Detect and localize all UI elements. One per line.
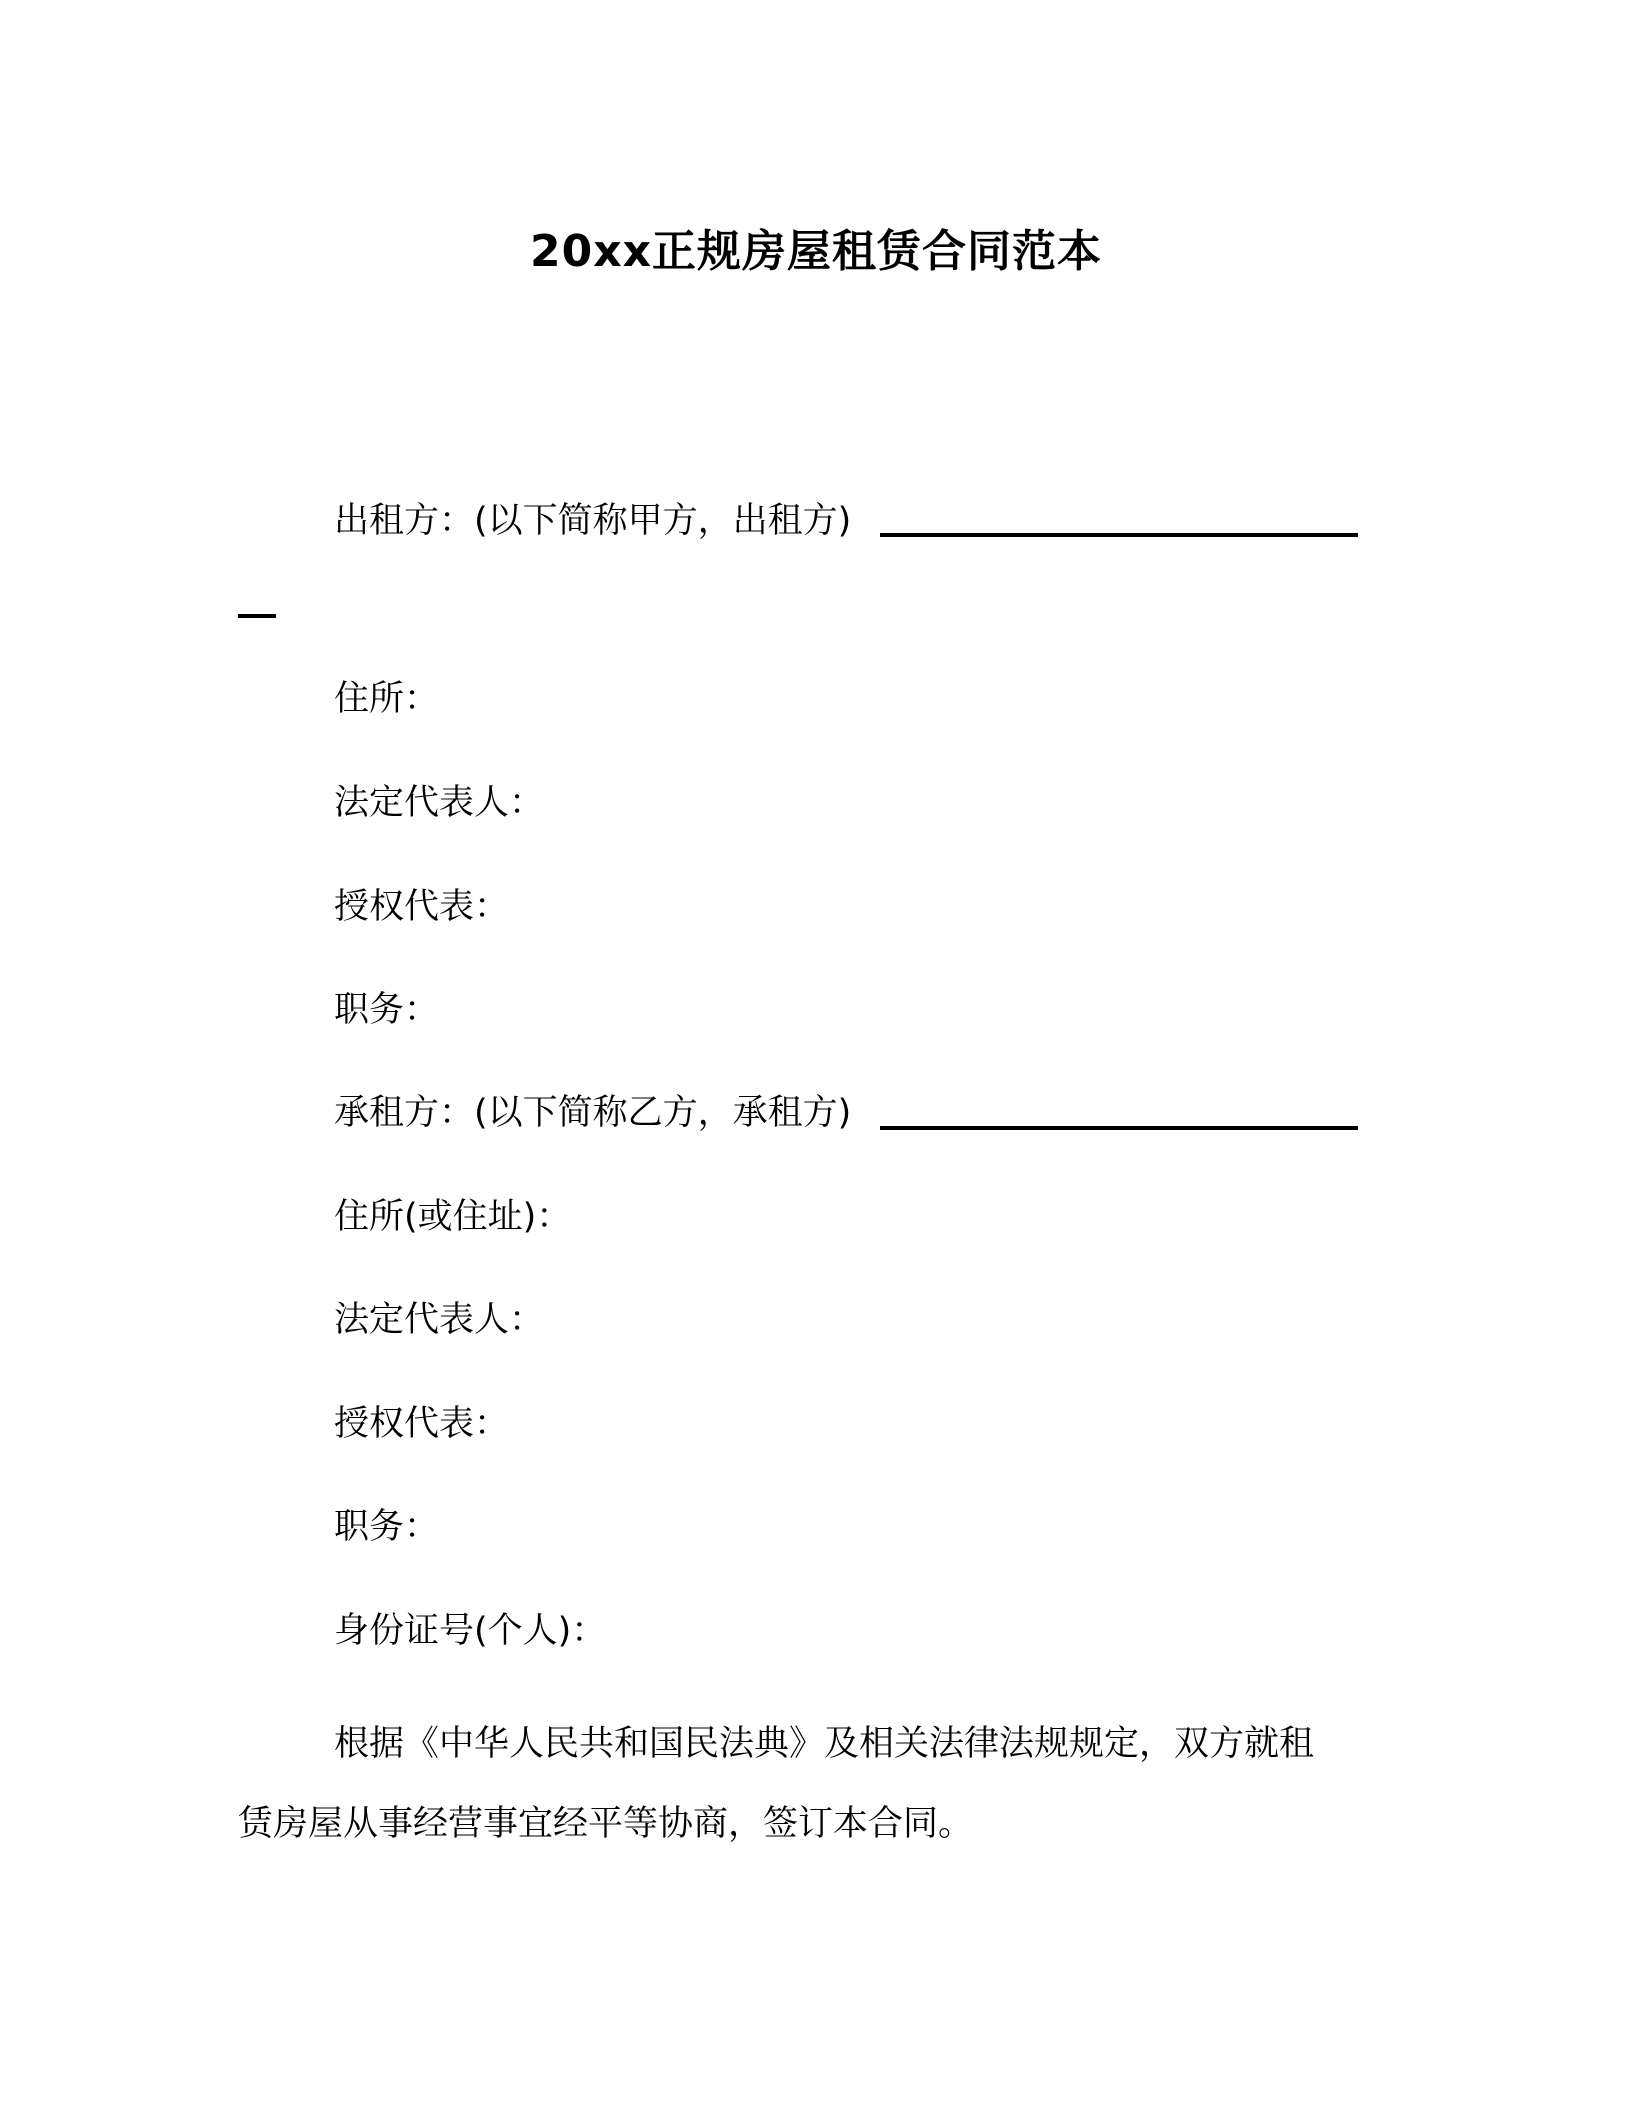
lessee-heading: 承租方：(以下简称乙方，承租方): [334, 1093, 852, 1133]
document-title: 20xx正规房屋租赁合同范本: [530, 226, 1102, 277]
intro-paragraph: [238, 1704, 1378, 1864]
lessee-position-label: 职务：: [334, 1507, 440, 1547]
lessee-name-blank: [880, 1126, 1358, 1130]
lessee-address-label: 住所(或住址)：: [334, 1197, 572, 1237]
intro-line-1: 根据《中华人民共和国民法典》及相关法律法规规定，双方就租: [334, 1724, 1315, 1764]
lessor-name-blank-continuation: [238, 614, 276, 618]
lessor-name-blank: [880, 533, 1358, 537]
intro-line-2: 赁房屋从事经营事宜经平等协商，签订本合同。: [238, 1804, 974, 1844]
lessee-id-number-label: 身份证号(个人)：: [334, 1611, 607, 1651]
lessor-authorized-rep-label: 授权代表：: [334, 887, 510, 927]
lessor-heading: 出租方：(以下简称甲方，出租方): [334, 501, 852, 541]
lessee-authorized-rep-label: 授权代表：: [334, 1404, 510, 1444]
lessor-address-label: 住所：: [334, 679, 440, 719]
lessor-position-label: 职务：: [334, 990, 440, 1030]
lessee-legal-rep-label: 法定代表人：: [334, 1300, 545, 1340]
lessor-legal-rep-label: 法定代表人：: [334, 783, 545, 823]
